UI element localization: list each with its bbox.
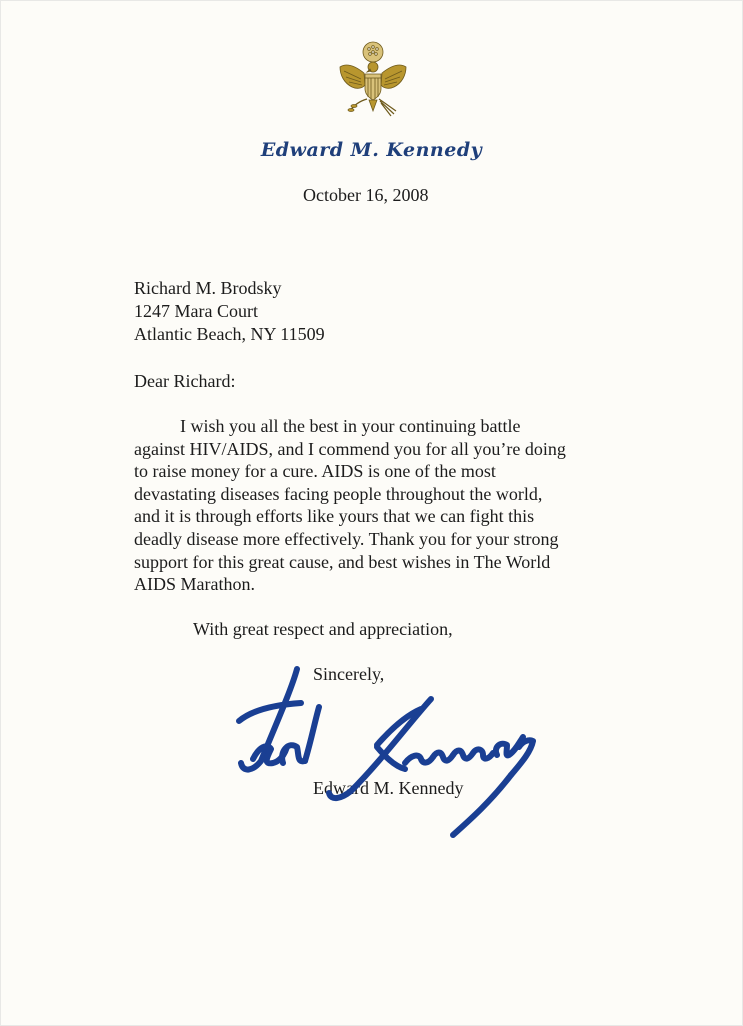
body-line: I wish you all the best in your continuing battle <box>180 416 521 436</box>
recipient-city-state-zip: Atlantic Beach, NY 11509 <box>134 324 325 344</box>
recipient-street: 1247 Mara Court <box>134 301 258 321</box>
letter-date: October 16, 2008 <box>303 185 429 205</box>
body-line: deadly disease more effectively. Thank you for your strong <box>134 528 559 549</box>
body-line: devastating diseases facing people throughout the world, <box>134 483 543 504</box>
body-line: and it is through efforts like yours that we can fight this <box>134 506 535 527</box>
body-line: AIDS Marathon. <box>134 574 255 595</box>
letterhead-name: Edward M. Kennedy <box>260 139 483 161</box>
handwritten-signature <box>201 651 551 861</box>
signer-name: Edward M. Kennedy <box>313 778 464 798</box>
great-seal-eagle-icon <box>334 39 412 121</box>
letter-page <box>1 1 742 1025</box>
recipient-name: Richard M. Brodsky <box>134 278 282 298</box>
body-line: against HIV/AIDS, and I commend you for all you’re doing <box>134 438 566 459</box>
body-line: to raise money for a cure. AIDS is one of the most <box>134 461 496 482</box>
closing-line: With great respect and appreciation, <box>193 619 453 639</box>
salutation: Dear Richard: <box>134 371 236 391</box>
sign-off: Sincerely, <box>313 664 385 684</box>
letter-body <box>134 415 634 596</box>
recipient-address <box>134 277 325 346</box>
body-line: support for this great cause, and best wishes in The World <box>134 551 551 572</box>
